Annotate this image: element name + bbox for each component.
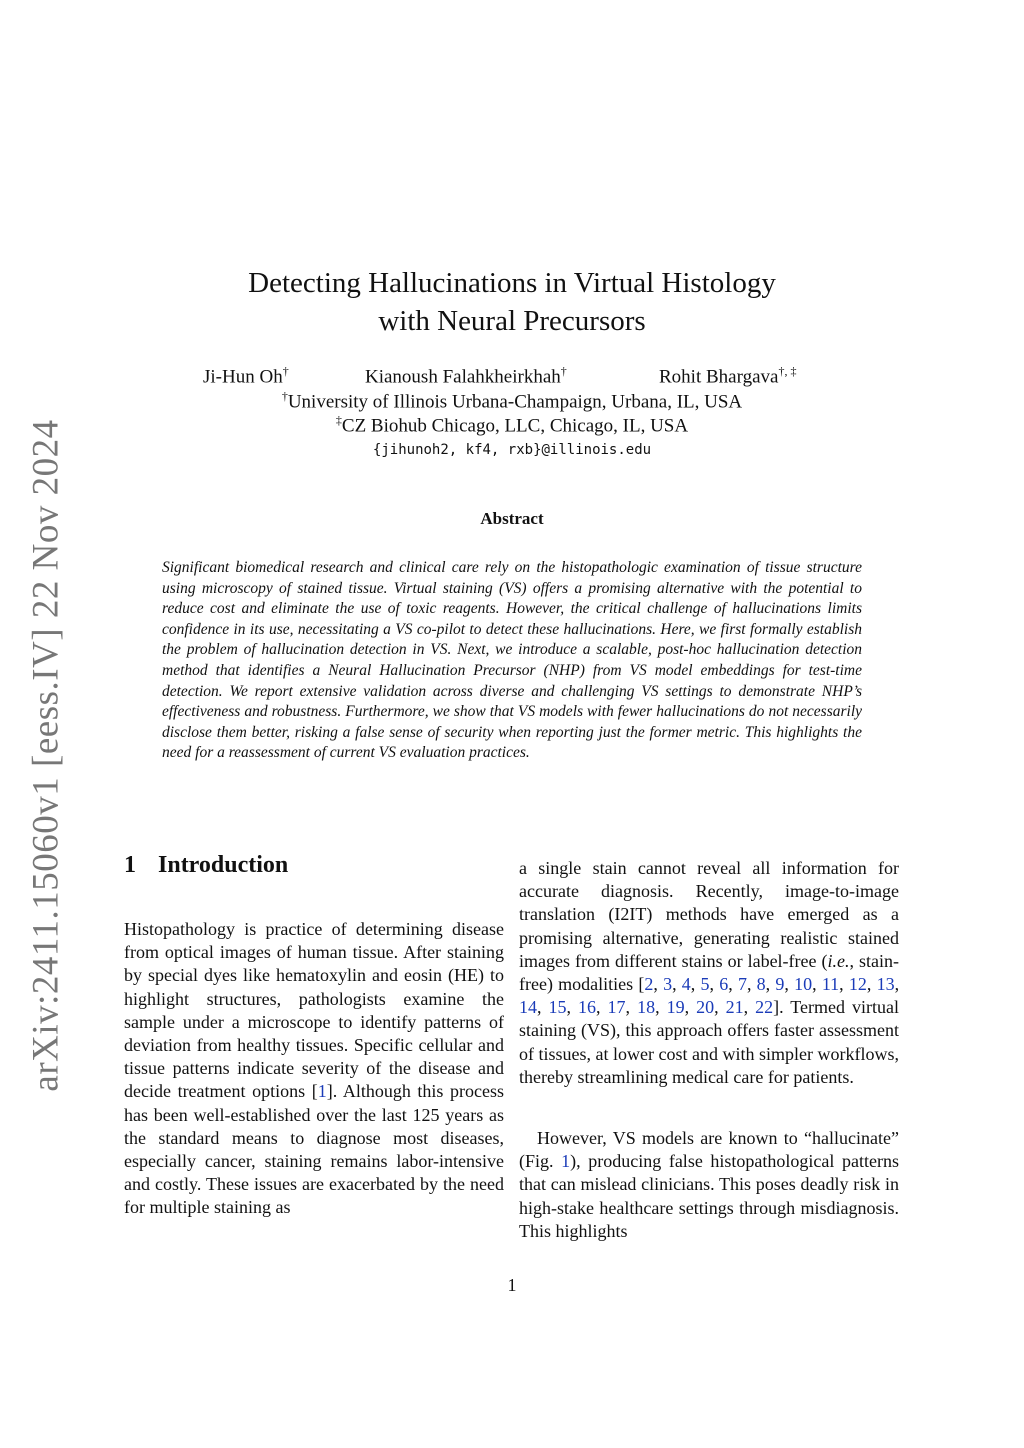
affiliation-text: University of Illinois Urbana-Champaign, Urbana, IL, USA xyxy=(287,391,743,413)
citation-link[interactable]: 16 xyxy=(578,997,597,1018)
affiliation xyxy=(0,389,1024,413)
body-text: However, VS models are known to “hallucinate” (Fig. xyxy=(519,1128,899,1172)
affiliation-mark: ‡ xyxy=(335,413,342,427)
author xyxy=(659,364,796,388)
citation-link[interactable]: 8 xyxy=(756,974,766,995)
body-text: a single stain cannot reveal all information for accurate diagnosis. Recently, image-to-image translation (I2IT) methods have emerged as a promising alternative, generating realistic stained images from different stains or label-free ( xyxy=(519,858,899,971)
intro-right-paragraph-1 xyxy=(519,857,899,1089)
title-line-2: with Neural Precursors xyxy=(378,305,646,337)
citation-link[interactable]: 18 xyxy=(637,997,656,1018)
section-number: 1 xyxy=(124,852,136,878)
author-name: Kianoush Falahkheirkhah xyxy=(365,366,561,388)
citation-link[interactable]: 19 xyxy=(666,997,685,1018)
author xyxy=(203,364,289,388)
citation-link[interactable]: 1 xyxy=(317,1081,327,1102)
intro-left-column xyxy=(124,918,504,1220)
citation-link[interactable]: 17 xyxy=(607,997,626,1018)
abstract-text: Significant biomedical research and clinical care rely on the histopathologic examination of tissue structure using microscopy of stained tissue. Virtual staining (VS) offers a promising alternative with the potential to reduce cost and eliminate the use of toxic reagents. However, the critical challenge of hallucinations limits confidence in its use, necessitating a VS co-pilot to detect these hallucinations. Here, we first formally establish the problem of hallucination detection in VS. Next, we introduce a scalable, post-hoc hallucination detection method that identifies a Neural Hallucination Precursor (NHP) from VS model embeddings for test-time detection. We report extensive validation across diverse and challenging VS settings to demonstrate NHP’s effectiveness and robustness. Furthermore, we show that VS models with fewer hallucinations do not necessarily disclose them better, risking a false sense of security when reporting just the former metric. This highlights the need for a reassessment of current VS evaluation practices. xyxy=(162,559,862,762)
citation-link[interactable]: 11 xyxy=(821,974,840,995)
citation-link[interactable]: 13 xyxy=(876,974,895,995)
ie-abbrev: i.e. xyxy=(827,950,850,971)
affiliation-mark: † xyxy=(281,389,288,403)
body-text: Histopathology is practice of determining disease from optical images of human tissue. After staining by special dyes like hematoxylin and eosin (HE) to highlight structures, pathologists examine the sample under a microscope to identify patterns of deviation from healthy tissues. Specific cellular and tissue patterns indicate severity of the disease and decide treatment options [ xyxy=(124,919,504,1102)
author-mark: † xyxy=(282,364,289,378)
citation-link[interactable]: 10 xyxy=(794,974,813,995)
citation-link[interactable]: 20 xyxy=(696,997,715,1018)
citation-link[interactable]: 9 xyxy=(775,974,785,995)
author-mark: †, ‡ xyxy=(778,364,797,378)
body-text: ]. Although this process has been well-established over the last 125 years as the standard means to diagnose most diseases, especially cancer, staining remains labor-intensive and costly. These issues are exacerbated by the need for multiple staining as xyxy=(124,1081,504,1218)
section-title: Introduction xyxy=(158,852,289,878)
citation-link[interactable]: 6 xyxy=(719,974,729,995)
author-mark: † xyxy=(560,364,567,378)
title-line-1: Detecting Hallucinations in Virtual Histology xyxy=(248,267,776,299)
arxiv-identifier: arXiv:2411.15060v1 [eess.IV] 22 Nov 2024 xyxy=(25,418,67,1092)
body-text: ), producing false histopathological patterns that can mislead clinicians. This poses deadly risk in high-stake healthcare settings through misdiagnosis. This highlights xyxy=(519,1151,899,1241)
author-name: Ji-Hun Oh xyxy=(203,366,283,388)
body-text: , stain-free) modalities [ xyxy=(519,950,899,995)
citation-link[interactable]: 2 xyxy=(644,974,654,995)
figure-link[interactable]: 1 xyxy=(561,1151,571,1172)
citation-link[interactable]: 4 xyxy=(681,974,691,995)
citation-link[interactable]: 22 xyxy=(755,997,774,1018)
author-email: {jihunoh2, kf4, rxb}@illinois.edu xyxy=(372,442,652,458)
citation-link[interactable]: 12 xyxy=(848,974,867,995)
author-list xyxy=(0,364,1024,390)
citation-link[interactable]: 14 xyxy=(519,997,537,1018)
author xyxy=(365,364,567,388)
citation-link[interactable]: 5 xyxy=(700,974,710,995)
intro-right-paragraph-2 xyxy=(519,1127,899,1243)
abstract-heading: Abstract xyxy=(480,509,544,528)
citation-link[interactable]: 3 xyxy=(663,974,673,995)
page-number: 1 xyxy=(507,1275,517,1295)
citation-link[interactable]: 15 xyxy=(548,997,567,1018)
paper-title xyxy=(0,264,1024,340)
body-text: ]. Termed virtual staining (VS), this approach offers faster assessment of tissues, at lower cost and with simpler workflows, thereby streamlining medical care for patients. xyxy=(519,997,900,1087)
section-heading xyxy=(124,852,288,879)
affiliation xyxy=(0,413,1024,437)
citation-link[interactable]: 7 xyxy=(737,974,747,995)
author-name: Rohit Bhargava xyxy=(659,366,779,388)
citation-link[interactable]: 21 xyxy=(725,997,744,1018)
affiliation-text: CZ Biohub Chicago, LLC, Chicago, IL, USA xyxy=(341,415,689,437)
arxiv-stamp xyxy=(20,418,72,1092)
citation-list: 2, 3, 4, 5, 6, 7, 8, 9, 10, 11, 12, 13, 14, 15, 16, 17, 18, 19, 20, 21, 22 xyxy=(519,974,900,1018)
